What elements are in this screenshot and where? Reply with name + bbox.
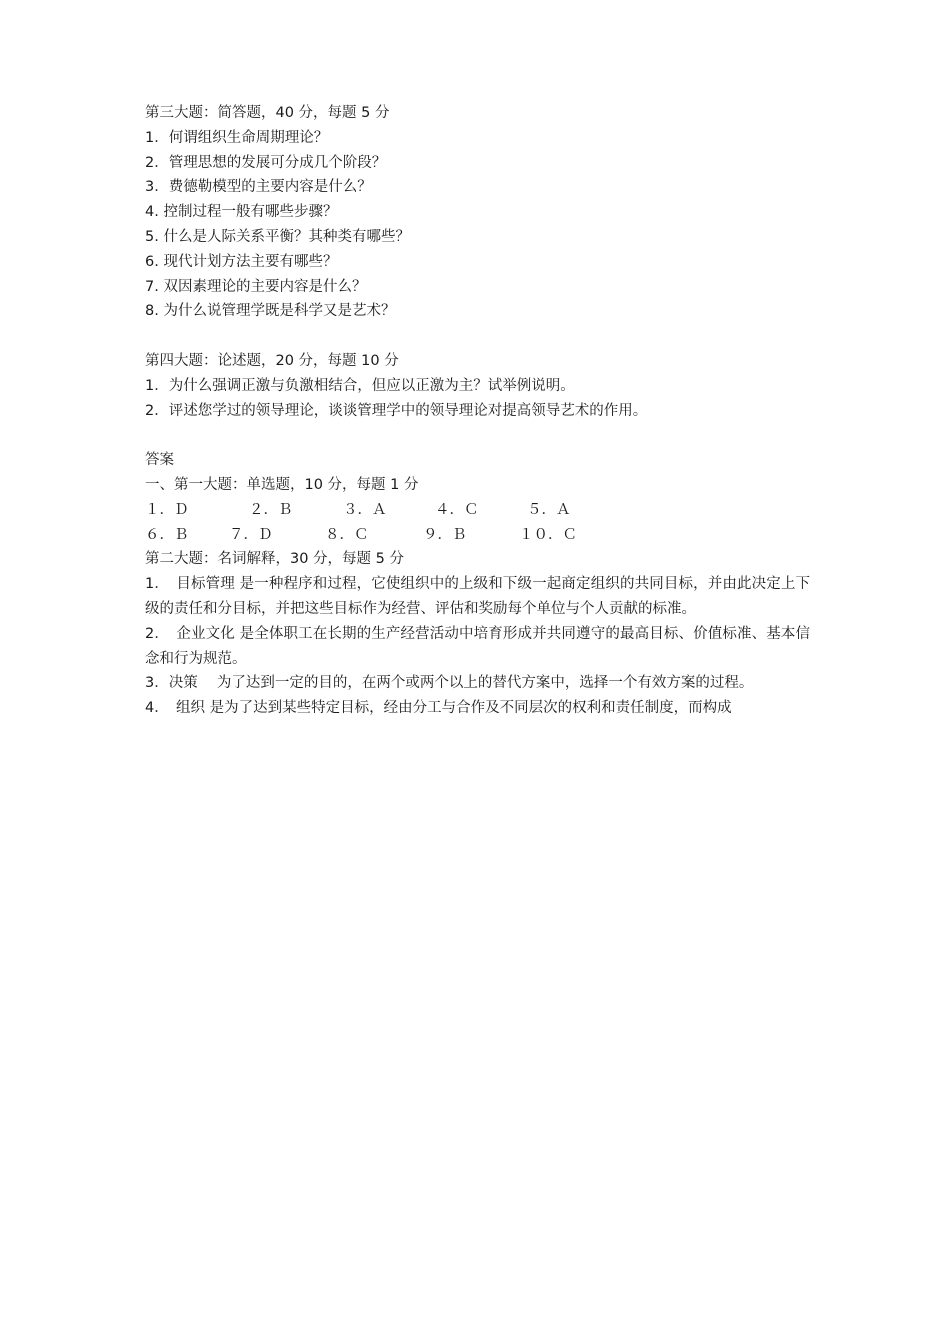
answer-3: ３．Ａ [343, 501, 387, 518]
definition-3: 3．决策 为了达到一定的目的，在两个或两个以上的替代方案中，选择一个有效方案的过程。 [145, 675, 754, 692]
definition-2: 2． 企业文化 是全体职工在长期的生产经营活动中培育形成并共同遵守的最高目标、价值标准、基本信念和行为规范。 [145, 625, 810, 667]
answer-6: ６．Ｂ [145, 526, 189, 543]
section4-heading: 第四大题：论述题，20 分，每题 10 分 [145, 352, 399, 369]
section3-question-3: 3．费德勒模型的主要内容是什么？ [145, 179, 372, 196]
definition-1: 1． 目标管理 是一种程序和过程，它使组织中的上级和下级一起商定组织的共同目标，并由此决定上下级的责任和分目标，并把这些目标作为经营、评估和奖励每个单位与个人贡献的标准。 [145, 576, 810, 617]
answer-5: ５．Ａ [527, 501, 571, 518]
answer-8: ８．Ｃ [325, 526, 369, 543]
section4-question-1: 1．为什么强调正激与负激相结合，但应以正激为主？试举例说明。 [145, 377, 575, 394]
answers-title: 答案 [145, 452, 174, 469]
answers-row-1 [145, 498, 810, 523]
answer-7: ７．Ｄ [229, 526, 273, 543]
answers-part1-heading: 一、第一大题：单选题，10 分，每题 1 分 [145, 476, 419, 493]
answer-10: １０．Ｃ [519, 526, 577, 543]
answer-9: ９．Ｂ [423, 526, 467, 543]
definition-4: 4． 组织 是为了达到某些特定目标，经由分工与合作及不同层次的权利和责任制度，而构成 [145, 700, 732, 717]
section3-question-5: 5. 什么是人际关系平衡？其种类有哪些？ [145, 228, 410, 245]
spacer [145, 324, 810, 349]
answers-row-2 [145, 523, 810, 548]
answer-1: １．Ｄ [145, 501, 189, 518]
section3-question-6: 6. 现代计划方法主要有哪些？ [145, 253, 338, 270]
answers-part2-heading: 第二大题：名词解释，30 分，每题 5 分 [145, 551, 405, 568]
answer-4: ４．Ｃ [435, 501, 479, 518]
section3-question-2: 2．管理思想的发展可分成几个阶段？ [145, 154, 387, 171]
spacer [145, 423, 810, 448]
section3-question-7: 7. 双因素理论的主要内容是什么？ [145, 278, 367, 295]
section3-question-8: 8. 为什么说管理学既是科学又是艺术？ [145, 303, 396, 320]
section3-heading: 第三大题：简答题，40 分，每题 5 分 [145, 105, 390, 121]
section4-question-2: 2．评述您学过的领导理论，谈谈管理学中的领导理论对提高领导艺术的作用。 [145, 402, 648, 419]
document-page [145, 101, 810, 721]
answer-2: ２．Ｂ [249, 501, 293, 518]
section3-question-4: 4. 控制过程一般有哪些步骤？ [145, 204, 338, 221]
section3-question-1: 1．何谓组织生命周期理论？ [145, 129, 329, 146]
